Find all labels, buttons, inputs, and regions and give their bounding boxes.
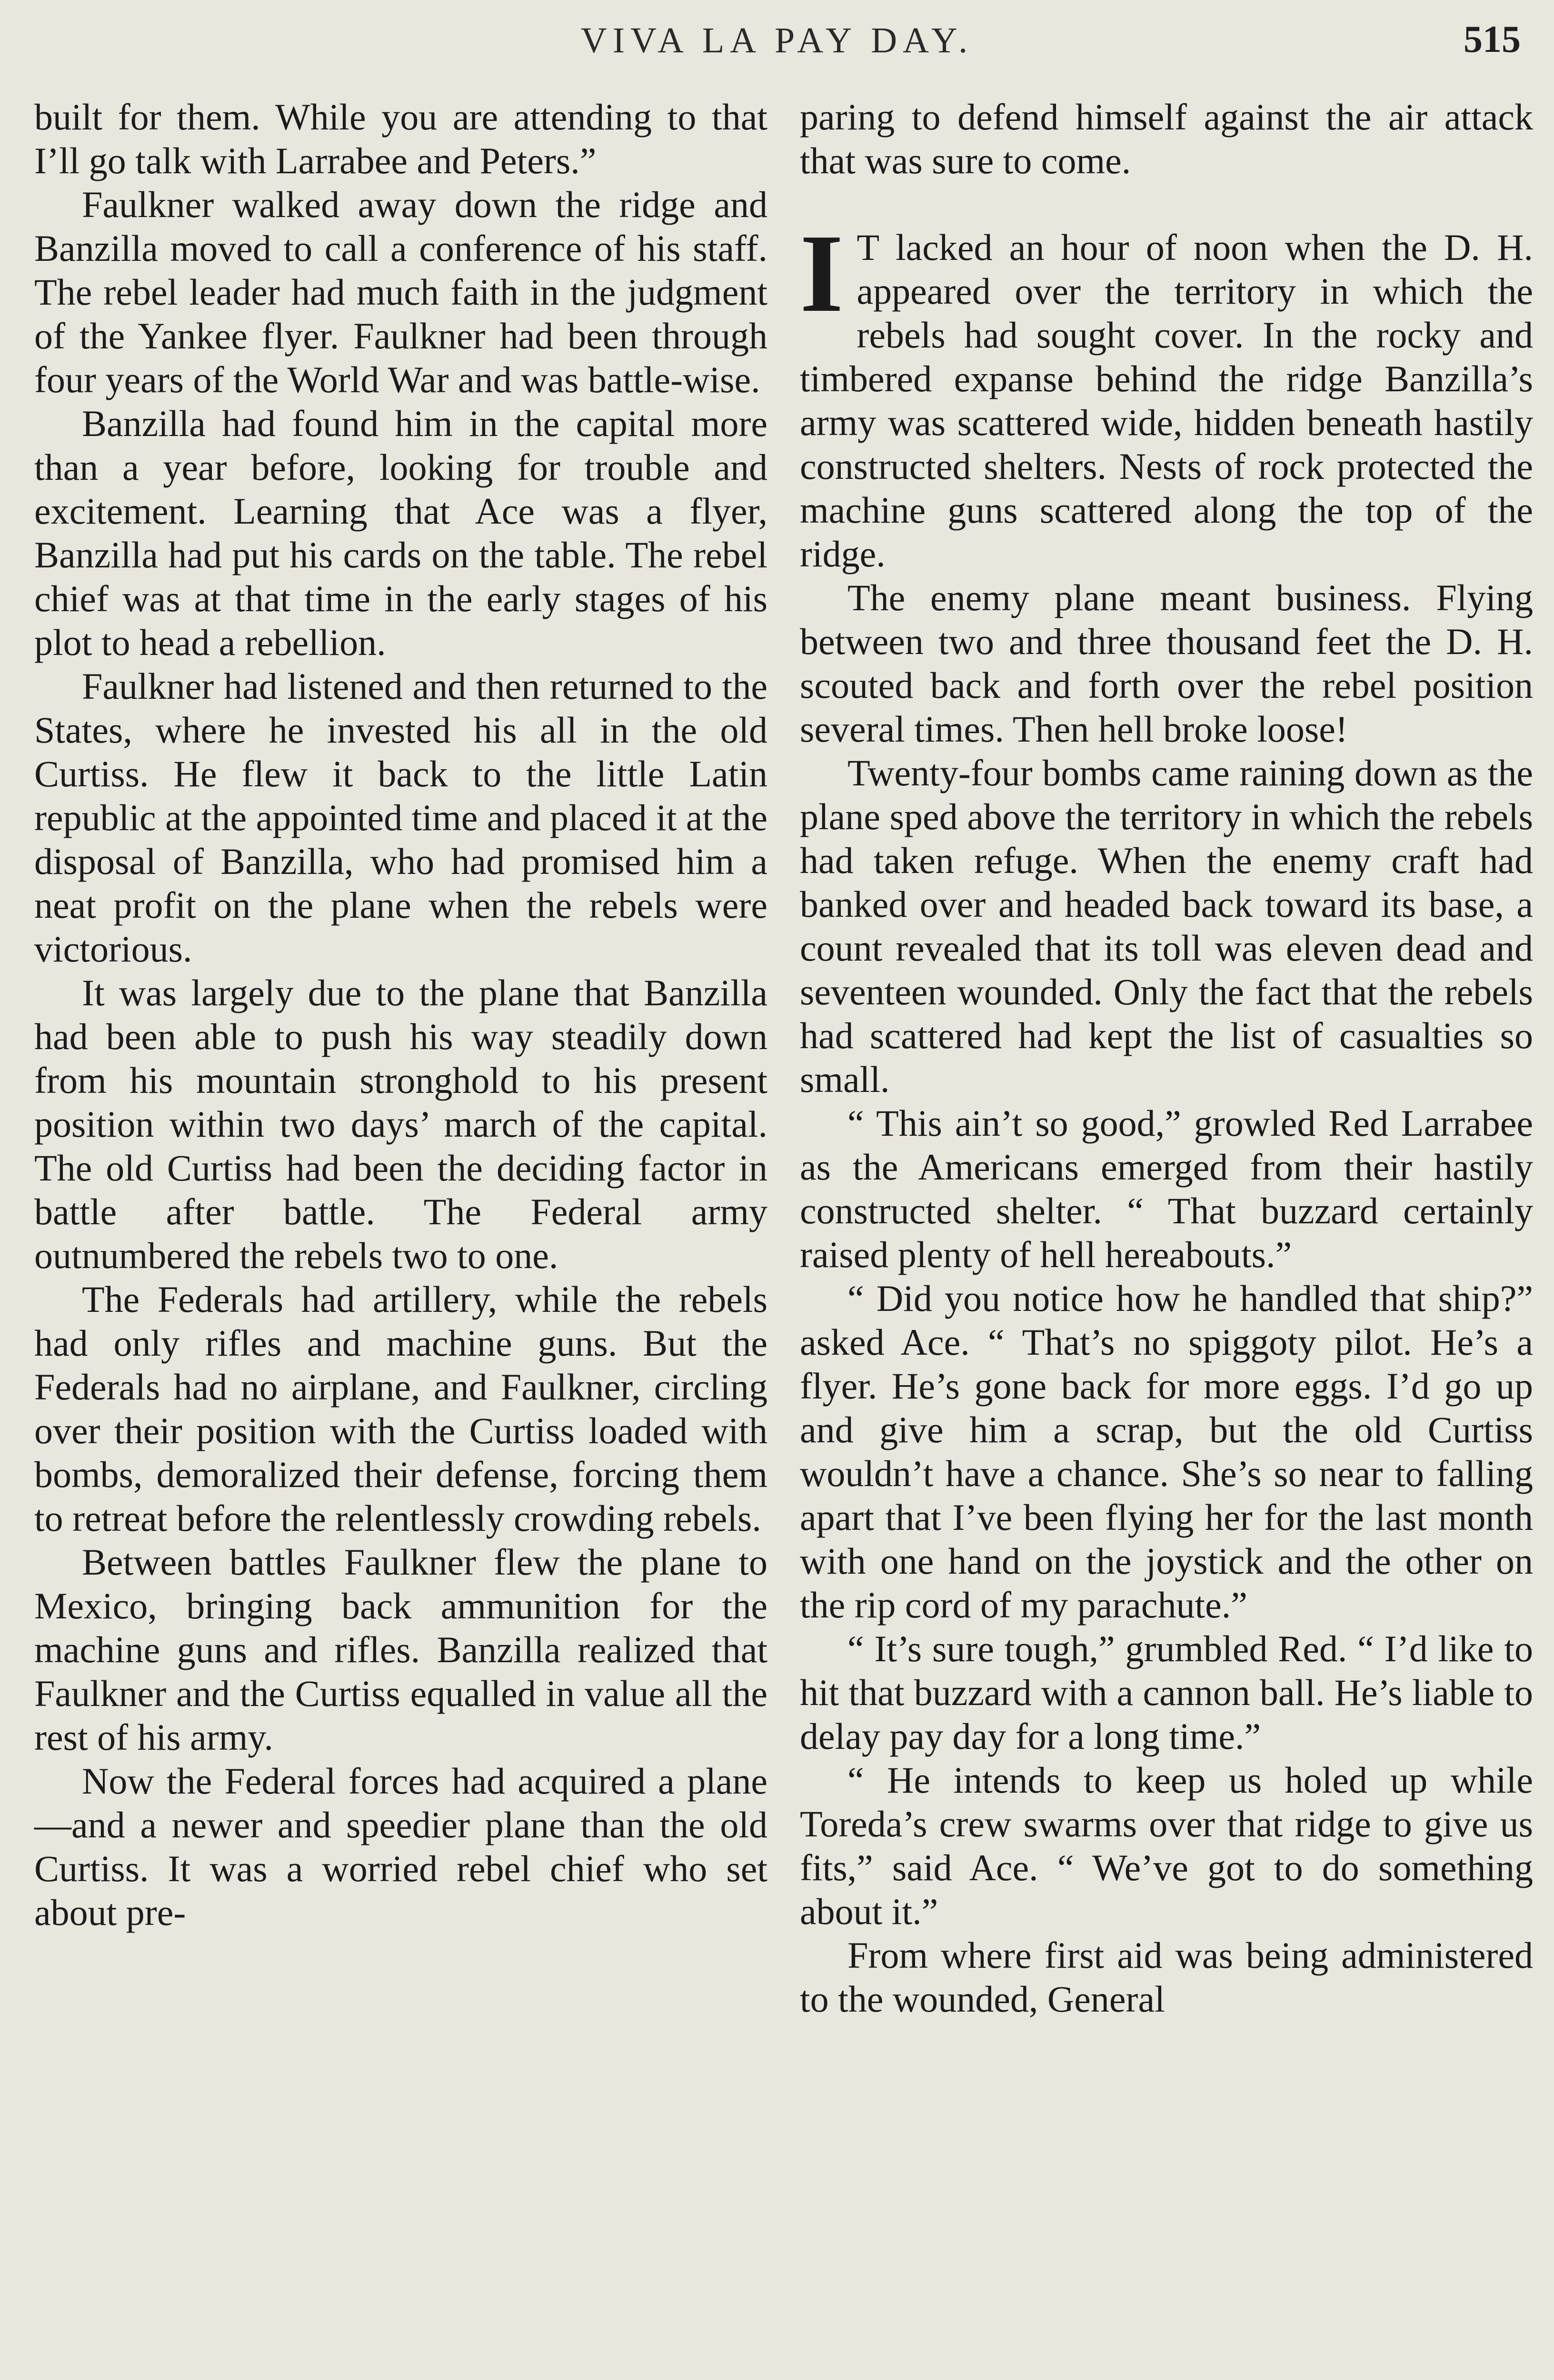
- section-start-text: T lacked an hour of noon when the D. H. appeared over the territory in which the rebels had sought cover. In the rocky and timbered expanse behind the ridge Banzilla’s army was scattered wide, hidden beneath hastily constructed shelters. Nests of rock protected the machine guns scattered along the top of the ridge.: [800, 227, 1533, 575]
- paragraph: Faulkner had listened and then returned to the States, where he invested his all in the old Curtiss. He flew it back to the little Latin republic at the appointed time and placed it at the disposal of Banzilla, who had promised him a neat profit on the plane when the rebels were victorious.: [34, 665, 767, 970]
- paragraph: paring to defend himself against the air attack that was sure to come.: [800, 96, 1533, 181]
- paragraph: Twenty-four bombs came raining down as the plane sped above the territory in which the rebels had taken refuge. When the enemy craft had banked over and headed back toward its base, a count revealed that its toll was eleven dead and seventeen wounded. Only the fact that the rebels had scattered had kept the list of casualties so small.: [800, 752, 1533, 1100]
- paragraph: Faulkner walked away down the ridge and Banzilla moved to call a conference of his staff. The rebel leader had much faith in the judgment of the Yankee flyer. Faulkner had been through four years of the World War and was battle-wise.: [34, 184, 767, 400]
- section-start-paragraph: [800, 211, 1533, 576]
- paragraph: Banzilla had found him in the capital more than a year before, looking for trouble and excitement. Learning that Ace was a flyer, Banzilla had put his cards on the table. The rebel chief was at that time in the early stages of his plot to head a rebellion.: [34, 403, 767, 663]
- paragraph: “ It’s sure tough,” grumbled Red. “ I’d like to hit that buzzard with a cannon ball. He’s liable to delay pay day for a long time.”: [800, 1628, 1533, 1757]
- paragraph: The Federals had artillery, while the rebels had only rifles and machine guns. But the Federals had no airplane, and Faulkner, circling over their position with the Curtiss loaded with bombs, demoralized their defense, forcing them to retreat before the relentlessly crowding rebels.: [34, 1279, 767, 1539]
- page-number: 515: [1464, 19, 1521, 60]
- paragraph: It was largely due to the plane that Banzilla had been able to push his way steadily down from his mountain stronghold to his present position within two days’ march of the capital. The old Curtiss had been the deciding factor in battle after battle. The Federal army outnumbered the rebels two to one.: [34, 972, 767, 1276]
- left-column: [34, 95, 767, 1934]
- paragraph: built for them. While you are attending to that I’ll go talk with Larrabee and Peters.”: [34, 96, 767, 181]
- paragraph: Between battles Faulkner flew the plane to Mexico, bringing back ammunition for the machine guns and rifles. Banzilla realized that Faulkner and the Curtiss equalled in value all the rest of his army.: [34, 1541, 767, 1758]
- paragraph: “ This ain’t so good,” growled Red Larrabee as the Americans emerged from their hastily constructed shelter. “ That buzzard certainly raised plenty of hell hereabouts.”: [800, 1102, 1533, 1275]
- page-header: [0, 13, 1554, 70]
- paragraph: Now the Federal forces had acquired a plane—and a newer and speedier plane than the old Curtiss. It was a worried rebel chief who set about pre-: [34, 1760, 767, 1933]
- paragraph: “ Did you notice how he handled that ship?” asked Ace. “ That’s no spiggoty pilot. He’s a flyer. He’s gone back for more eggs. I’d go up and give him a scrap, but the old Curtiss wouldn’t have a chance. She’s so near to falling apart that I’ve been flying her for the last month with one hand on the joystick and the other on the rip cord of my parachute.”: [800, 1278, 1533, 1626]
- running-title: VIVA LA PAY DAY.: [580, 20, 974, 60]
- paragraph: From where first aid was being administered to the wounded, General: [800, 1934, 1533, 2020]
- paragraph: “ He intends to keep us holed up while Toreda’s crew swarms over that ridge to give us fits,” said Ace. “ We’ve got to do something about it.”: [800, 1759, 1533, 1932]
- drop-cap: I: [800, 211, 844, 335]
- right-column: [800, 95, 1533, 2021]
- paragraph: The enemy plane meant business. Flying between two and three thousand feet the D. H. scouted back and forth over the rebel position several times. Then hell broke loose!: [800, 577, 1533, 750]
